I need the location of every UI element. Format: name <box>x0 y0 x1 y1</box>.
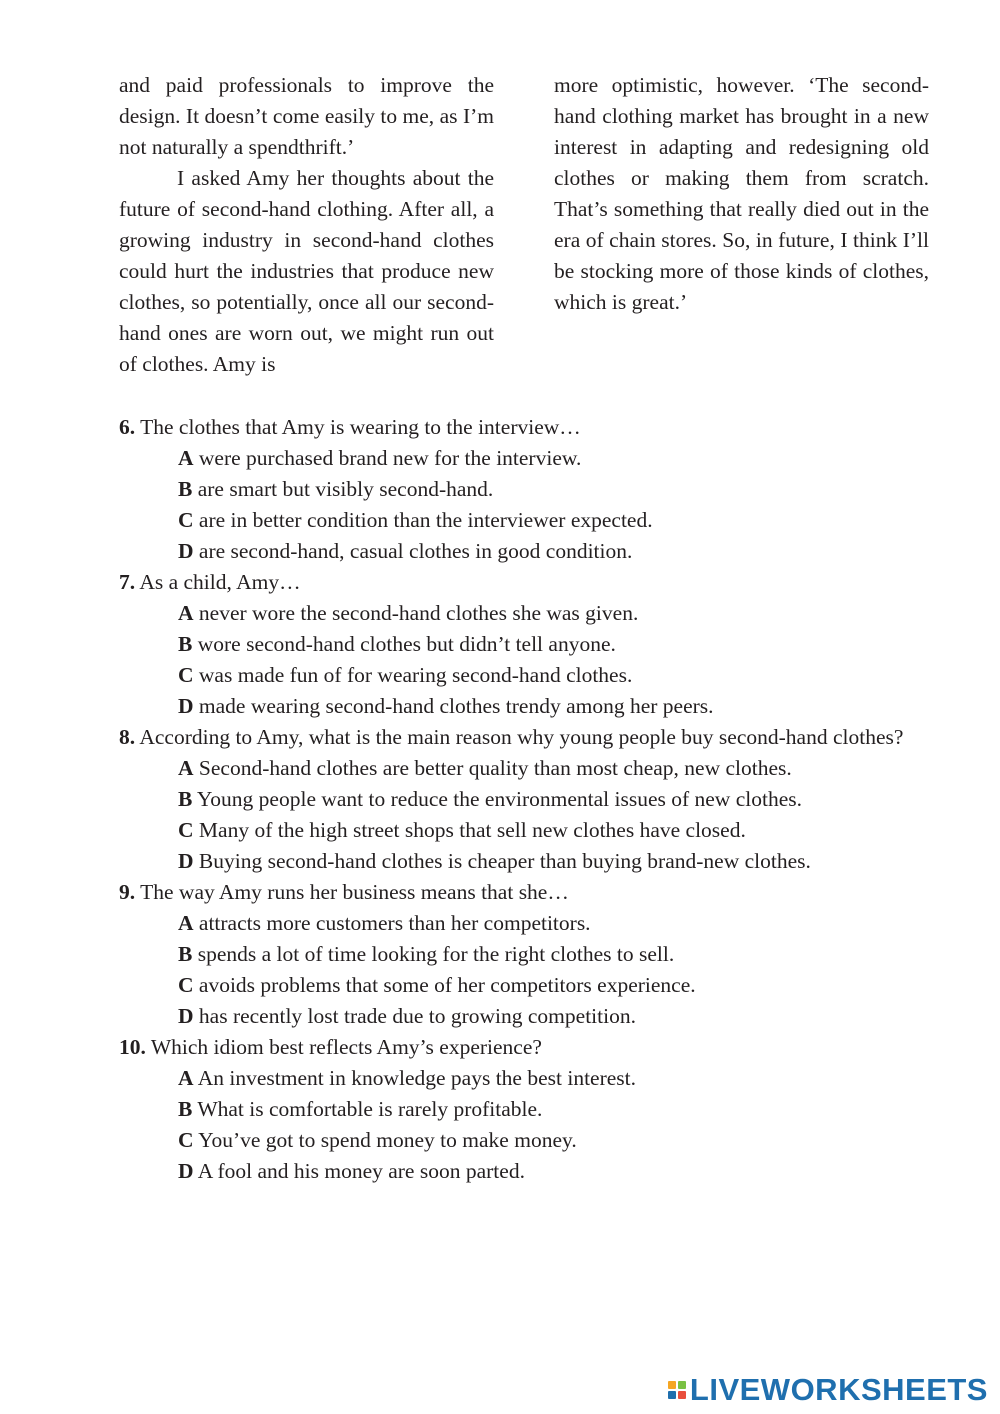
option-list <box>119 908 919 1032</box>
article-paragraph: more optimistic, however. ‘The second-hand clothing market has brought in a new interest in adapting and redesigning old clothes or making them from scratch. That’s something that really died out in the era of chain stores. So, in future, I think I’ll be stocking more of those kinds of clothes, which is great.’ <box>554 73 929 314</box>
question-text: Which idiom best reflects Amy’s experience? <box>150 1035 542 1059</box>
option-text: An investment in knowledge pays the best interest. <box>197 1066 637 1090</box>
option-d[interactable] <box>119 691 919 722</box>
question-text: The way Amy runs her business means that she… <box>140 880 569 904</box>
option-letter: A <box>178 1066 194 1090</box>
option-text: wore second-hand clothes but didn’t tell anyone. <box>197 632 616 656</box>
option-text: Many of the high street shops that sell new clothes have closed. <box>198 818 746 842</box>
option-letter: B <box>178 787 193 811</box>
option-letter: A <box>178 601 194 625</box>
option-text: spends a lot of time looking for the right clothes to sell. <box>197 942 675 966</box>
option-list <box>119 443 919 567</box>
option-text: never wore the second-hand clothes she was given. <box>198 601 639 625</box>
option-text: are in better condition than the interviewer expected. <box>198 508 653 532</box>
question-number: 9. <box>119 880 136 904</box>
option-letter: C <box>178 508 194 532</box>
option-d[interactable] <box>119 1001 919 1032</box>
logo-square <box>678 1391 686 1399</box>
option-a[interactable] <box>119 753 919 784</box>
question-stem <box>119 567 919 598</box>
option-letter: A <box>178 911 194 935</box>
option-text: has recently lost trade due to growing competition. <box>198 1004 636 1028</box>
option-list <box>119 753 919 877</box>
option-list <box>119 1063 919 1187</box>
question-number: 6. <box>119 415 136 439</box>
article-columns <box>119 70 929 380</box>
question-text: As a child, Amy… <box>139 570 301 594</box>
option-d[interactable] <box>119 536 919 567</box>
question-number: 10. <box>119 1035 146 1059</box>
option-a[interactable] <box>119 1063 919 1094</box>
question-list <box>119 412 919 1187</box>
question-6 <box>119 412 919 567</box>
option-text: were purchased brand new for the interview. <box>198 446 582 470</box>
liveworksheets-logo-icon <box>668 1381 686 1399</box>
option-letter: D <box>178 539 194 563</box>
question-text: According to Amy, what is the main reason why young people buy second-hand clothes? <box>139 725 904 749</box>
option-d[interactable] <box>119 846 919 877</box>
option-text: You’ve got to spend money to make money. <box>198 1128 577 1152</box>
liveworksheets-logo[interactable] <box>668 1372 988 1408</box>
option-letter: D <box>178 849 194 873</box>
question-8 <box>119 722 919 877</box>
option-letter: C <box>178 1128 194 1152</box>
option-c[interactable] <box>119 815 919 846</box>
option-text: attracts more customers than her competitors. <box>198 911 591 935</box>
option-letter: C <box>178 973 194 997</box>
question-9 <box>119 877 919 1032</box>
option-a[interactable] <box>119 443 919 474</box>
option-letter: A <box>178 446 194 470</box>
option-b[interactable] <box>119 784 919 815</box>
article-paragraph: and paid professionals to improve the design. It doesn’t come easily to me, as I’m not naturally a spendthrift.’ <box>119 73 494 159</box>
option-text: are smart but visibly second-hand. <box>197 477 494 501</box>
option-text: made wearing second-hand clothes trendy among her peers. <box>198 694 714 718</box>
option-text: A fool and his money are soon parted. <box>197 1159 525 1183</box>
option-c[interactable] <box>119 1125 919 1156</box>
option-c[interactable] <box>119 660 919 691</box>
option-text: Young people want to reduce the environmental issues of new clothes. <box>196 787 802 811</box>
option-letter: B <box>178 632 193 656</box>
option-letter: D <box>178 694 194 718</box>
article-paragraph: I asked Amy her thoughts about the future of second-hand clothing. After all, a growing industry in second-hand clothes could hurt the industries that produce new clothes, so potentially, once all our second-hand ones are worn out, we might run out of clothes. Amy is <box>119 166 494 376</box>
question-stem <box>119 412 919 443</box>
option-c[interactable] <box>119 505 919 536</box>
question-stem <box>119 1032 919 1063</box>
option-letter: A <box>178 756 194 780</box>
option-text: are second-hand, casual clothes in good condition. <box>198 539 633 563</box>
question-stem <box>119 877 919 908</box>
option-letter: B <box>178 1097 193 1121</box>
option-b[interactable] <box>119 939 919 970</box>
question-10 <box>119 1032 919 1187</box>
option-a[interactable] <box>119 908 919 939</box>
option-b[interactable] <box>119 474 919 505</box>
option-letter: B <box>178 477 193 501</box>
question-7 <box>119 567 919 722</box>
option-list <box>119 598 919 722</box>
article-left-column <box>119 70 494 380</box>
logo-square <box>668 1381 676 1389</box>
question-number: 8. <box>119 725 136 749</box>
option-c[interactable] <box>119 970 919 1001</box>
option-letter: D <box>178 1159 194 1183</box>
option-letter: C <box>178 818 194 842</box>
option-text: was made fun of for wearing second-hand clothes. <box>198 663 633 687</box>
logo-square <box>678 1381 686 1389</box>
option-letter: C <box>178 663 194 687</box>
question-stem <box>119 722 919 753</box>
option-text: avoids problems that some of her competitors experience. <box>198 973 696 997</box>
option-a[interactable] <box>119 598 919 629</box>
logo-text: LIVEWORKSHEETS <box>689 1372 988 1407</box>
option-b[interactable] <box>119 629 919 660</box>
option-b[interactable] <box>119 1094 919 1125</box>
option-text: Second-hand clothes are better quality than most cheap, new clothes. <box>198 756 792 780</box>
question-text: The clothes that Amy is wearing to the interview… <box>140 415 581 439</box>
logo-square <box>668 1391 676 1399</box>
option-d[interactable] <box>119 1156 919 1187</box>
option-letter: B <box>178 942 193 966</box>
article-right-column <box>554 70 929 380</box>
option-text: Buying second-hand clothes is cheaper than buying brand-new clothes. <box>198 849 811 873</box>
option-text: What is comfortable is rarely profitable. <box>197 1097 543 1121</box>
question-number: 7. <box>119 570 136 594</box>
option-letter: D <box>178 1004 194 1028</box>
